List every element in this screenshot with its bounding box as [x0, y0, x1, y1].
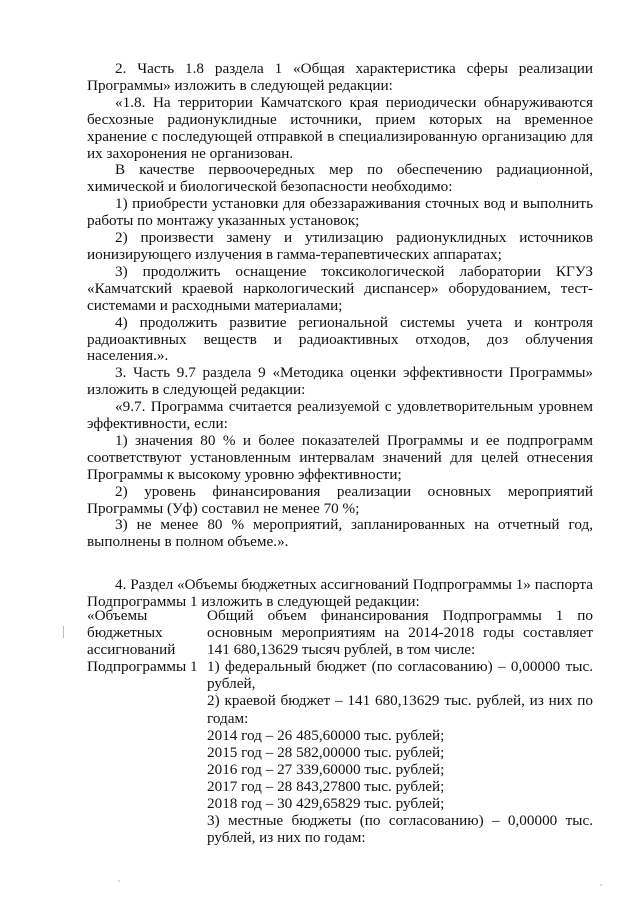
list-item-measure-1: 1) приобрести установки для обеззараживания сточных вод и выполнить работы по монтажу указанных установок; — [87, 195, 593, 230]
funding-regional: 2) краевой бюджет – 141 680,13629 тыс. рублей, из них по годам: — [207, 692, 593, 727]
list-item-criterion-2: 2) уровень финансирования реализации основных мероприятий Программы (Уф) составил не менее 70 %; — [87, 482, 593, 517]
passport-label-line: Подпрограммы 1 — [87, 658, 198, 676]
list-item-criterion-3: 3) не менее 80 % мероприятий, запланированных на отчетный год, выполнены в полном объеме.». — [87, 516, 593, 551]
list-item-criterion-1: 1) значения 80 % и более показателей Программы и ее подпрограмм соответствуют установленным интервалам значений для целей отнесения Программы к высокому уровню эффективности; — [87, 431, 593, 483]
passport-label-cell — [87, 607, 207, 846]
paragraph-section-4-amendment: 4. Раздел «Объемы бюджетных ассигнований Подпрограммы 1» паспорта Подпрограммы 1 изложить в следующей редакции: — [87, 576, 593, 611]
funding-total: Общий объем финансирования Подпрограммы 1 по основным мероприятиям на 2014-2018 годы составляет 141 680,13629 тысяч рублей, в том числе: — [207, 607, 593, 659]
passport-funding-table — [87, 607, 593, 846]
passport-label-line: «Объемы — [87, 607, 148, 624]
funding-year-2016: 2016 год – 27 339,60000 тыс. рублей; — [207, 760, 445, 778]
scan-speck — [118, 880, 120, 882]
section-spacer — [87, 551, 593, 577]
list-item-measure-2: 2) произвести замену и утилизацию радионуклидных источников ионизирующего излучения в гамма-терапевтических аппаратах; — [87, 229, 593, 263]
funding-year-2017: 2017 год – 28 843,27800 тыс. рублей; — [207, 777, 445, 795]
scan-speck — [600, 884, 602, 886]
passport-label-line: бюджетных — [87, 624, 163, 642]
passport-value-cell — [207, 607, 593, 846]
funding-year-2018: 2018 год – 30 429,65829 тыс. рублей; — [207, 795, 445, 813]
funding-year-2014: 2014 год – 26 485,60000 тыс. рублей; — [207, 726, 445, 744]
funding-year-2015: 2015 год – 28 582,00000 тыс. рублей; — [207, 743, 445, 761]
funding-local: 3) местные бюджеты (по согласованию) – 0,00000 тыс. рублей, из них по годам: — [207, 812, 593, 847]
paragraph-priority-measures: В качестве первоочередных мер по обеспечению радиационной, химической и биологической безопасности необходимо: — [87, 161, 593, 196]
margin-mark — [63, 626, 64, 638]
paragraph-9-7-text: «9.7. Программа считается реализуемой с удовлетворительным уровнем эффективности, если: — [87, 398, 593, 433]
list-item-measure-4: 4) продолжить развитие региональной системы учета и контроля радиоактивных веществ и радиоактивных отходов, доз облучения населения.». — [87, 313, 593, 365]
paragraph-1-8-text: «1.8. На территории Камчатского края периодически обнаруживаются бесхозные радионуклидные источники, прием которых на временное хранение с последующей отправкой в специализированную организацию для их захоронения не организован. — [87, 93, 593, 162]
paragraph-part-1-8-amendment: 2. Часть 1.8 раздела 1 «Общая характеристика сферы реализации Программы» изложить в следующей редакции: — [87, 60, 593, 94]
document-body — [87, 61, 593, 611]
passport-label-line: ассигнований — [87, 641, 176, 659]
list-item-measure-3: 3) продолжить оснащение токсикологической лаборатории КГУЗ «Камчатский краевой наркологический диспансер» оборудованием, тест-системами и расходными материалами; — [87, 262, 593, 314]
funding-federal: 1) федеральный бюджет (по согласованию) – 0,00000 тыс. рублей, — [207, 658, 593, 693]
paragraph-part-9-7-amendment: 3. Часть 9.7 раздела 9 «Методика оценки эффективности Программы» изложить в следующей редакции: — [87, 364, 593, 399]
